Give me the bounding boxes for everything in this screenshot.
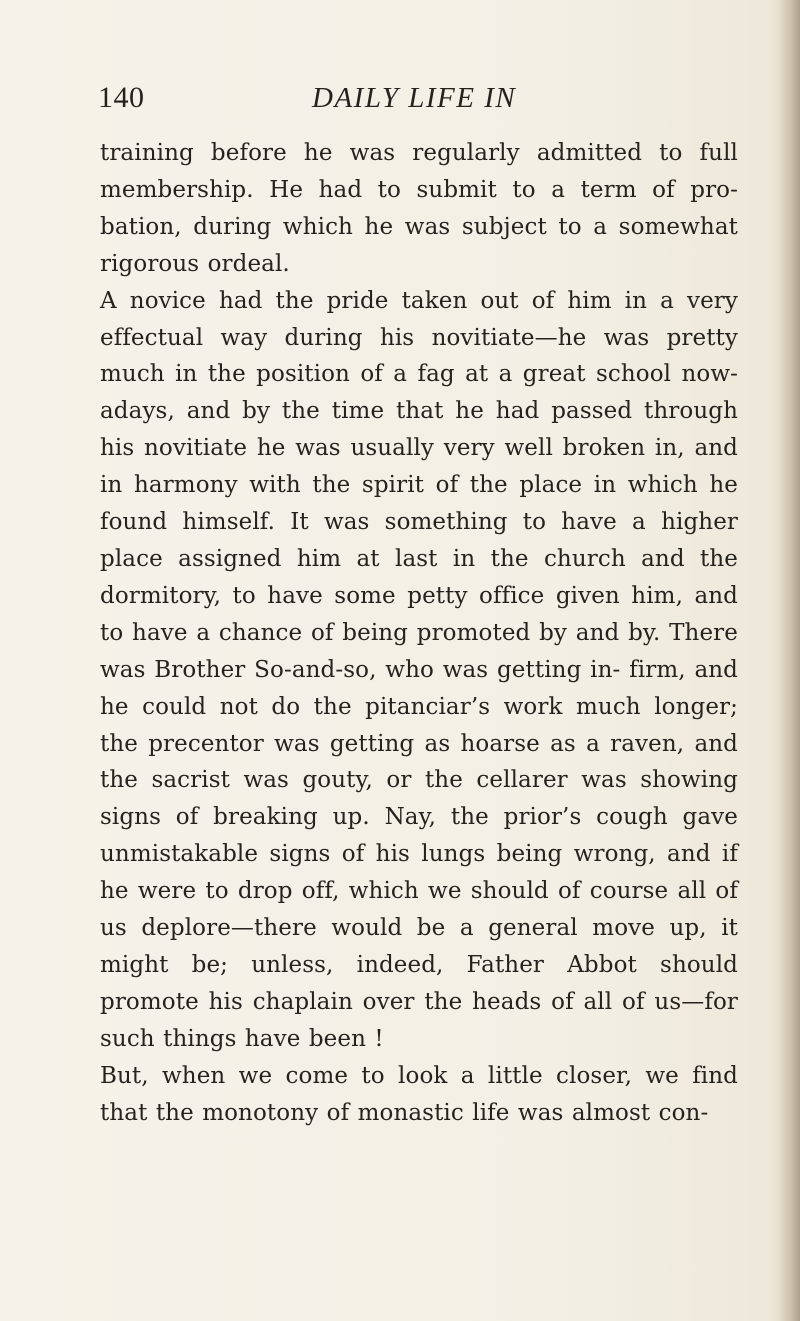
paragraph-2: A novice had the pride taken out of him in a very effectual way during his novitiate—he was pretty much in the position of a fag at a great school now- adays, and by the time that he had passed through his novitiate he was usually very well broken in, and in harmony with the spirit of the place in which he found himself. It was something to have a higher place assigned him at last in the church and the dormitory, to have some petty office given him, and to have a chance of being promoted by and by. There was Brother So-and-so, who was getting in- firm, and he could not do the pitanciar’s work much longer; the precentor was getting as hoarse as a raven, and the sacrist was gouty, or the cellarer was showing signs of breaking up. Nay, the prior’s cough gave unmistakable signs of his lungs being wrong, and if he were to drop off, which we should of course all of us deplore—there would be a general move up, it might be; unless, indeed, Father Abbot should promote his chaplain over the heads of all of us—for such things have been !: [100, 287, 738, 1052]
running-head: [98, 78, 718, 118]
paragraph-3: But, when we come to look a little closer, we find that the monotony of monastic life was almost con-: [100, 1062, 738, 1126]
body-text: [100, 135, 738, 1131]
running-title: DAILY LIFE IN: [312, 82, 517, 114]
page-edge-shadow: [778, 0, 800, 1321]
page-number: 140: [98, 81, 145, 114]
paragraph-1: training before he was regularly admitted to full membership. He had to submit to a term of pro- bation, during which he was subject to a somewhat rigorous ordeal.: [100, 140, 738, 277]
